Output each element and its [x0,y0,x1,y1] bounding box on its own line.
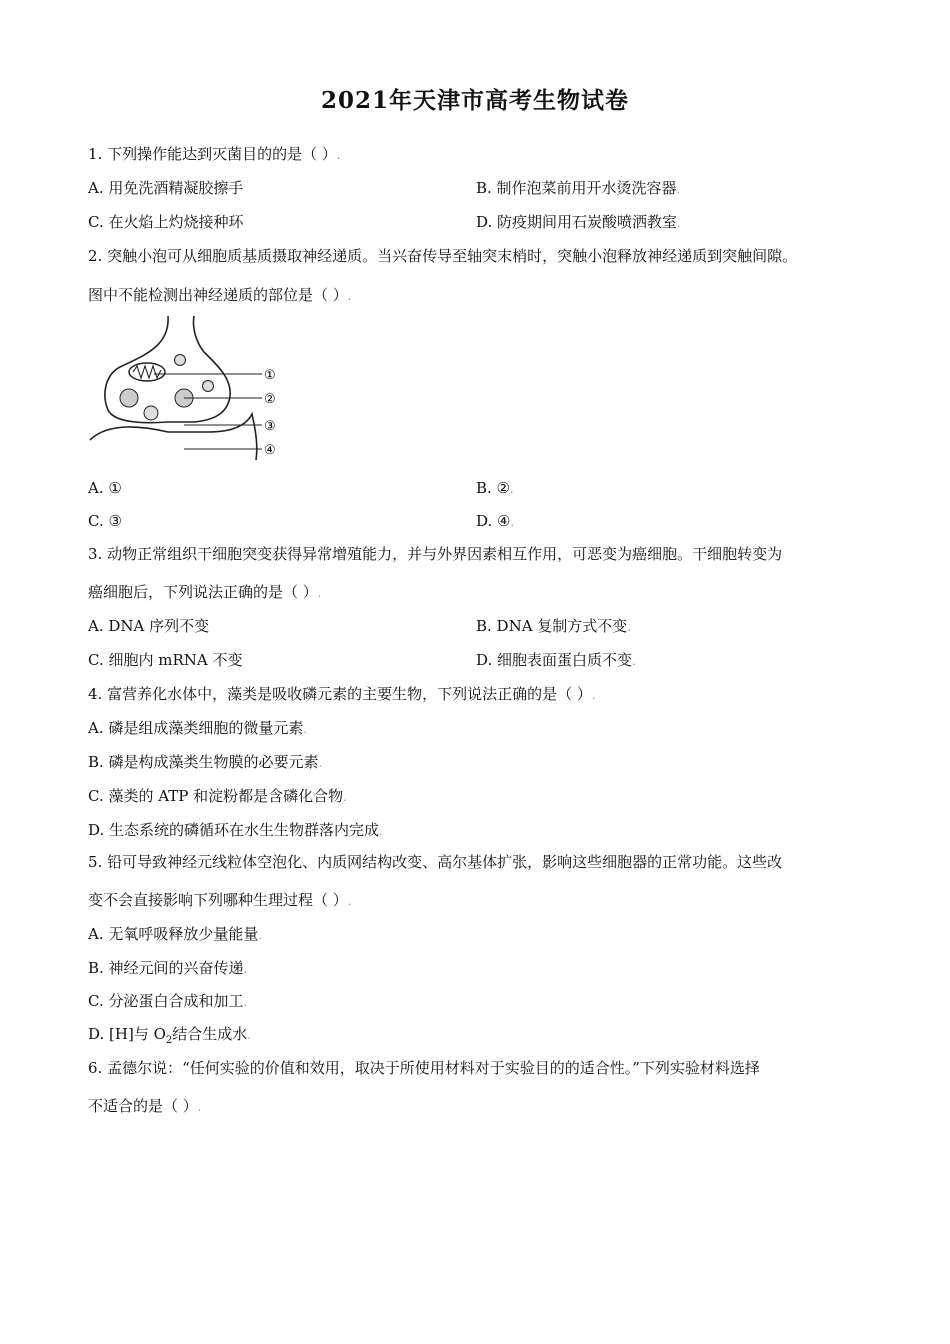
q5-stem-line2: 变不会直接影响下列哪种生理过程（ ）. [88,891,352,909]
q3-stem-line1: 3. 动物正常组织干细胞突变获得异常增殖能力，并与外界因素相互作用，可恶变为癌细胞。干细胞转变为 [88,545,783,563]
q5-option-a: A. 无氧呼吸释放少量能量. [88,925,262,943]
q1-option-a: A. 用免洗酒精凝胶擦手 [88,179,244,197]
q1-option-d: D. 防疫期间用石炭酸喷洒教室. [476,213,681,231]
q3-stem-line2: 癌细胞后，下列说法正确的是（ ）. [88,583,322,601]
diagram-label-3: ③ [264,419,276,434]
q4-option-b: B. 磷是构成藻类生物膜的必要元素. [88,753,323,771]
q2-stem-line2: 图中不能检测出神经递质的部位是（ ）. [88,286,352,304]
q2-option-a: A. ① [88,479,122,497]
q3-option-b: B. DNA 复制方式不变. [476,617,631,635]
vesicle-releasing [144,406,158,420]
diagram-label-4: ④ [264,443,276,458]
q2-option-b: B. ②. [476,479,514,497]
q4-option-d: D. 生态系统的磷循环在水生生物群落内完成. [88,821,383,839]
q4-stem: 4. 富营养化水体中，藻类是吸收磷元素的主要生物，下列说法正确的是（ ）. [88,685,596,703]
q2-option-c: C. ③ [88,512,122,530]
vesicle [175,355,186,366]
synapse-diagram [88,314,298,460]
q4-option-a: A. 磷是组成藻类细胞的微量元素. [88,719,307,737]
q5-option-b: B. 神经元间的兴奋传递. [88,959,248,977]
presynaptic-membrane [105,316,230,423]
q3-option-c: C. 细胞内 mRNA 不变 [88,651,243,669]
q5-option-d: D. [H]与 $O_2$结合生成水. [88,1025,251,1046]
q5-option-c: C. 分泌蛋白合成和加工. [88,992,247,1010]
vesicle [203,381,214,392]
q3-option-a: A. DNA 序列不变 [88,617,210,635]
mitochondrion-cristae [133,366,161,378]
page-title: 2021年天津市高考生物试卷 [320,87,629,114]
vesicle [120,389,138,407]
diagram-label-1: ① [264,368,276,383]
q2-stem-line1: 2. 突触小泡可从细胞质基质摄取神经递质。当兴奋传导至轴突末梢时，突触小泡释放神经递质到突触间隙。 [88,247,798,265]
synapse-diagram-svg [88,314,298,460]
q4-option-c: C. 藻类的 ATP 和淀粉都是含磷化合物. [88,787,347,805]
postsynaptic-membrane [90,414,257,460]
q1-option-b: B. 制作泡菜前用开水烫洗容器. [476,179,681,197]
q1-option-c: C. 在火焰上灼烧接种环 [88,213,244,231]
q1-stem: 1. 下列操作能达到灭菌目的的是（ ）. [88,145,341,163]
q6-stem-line2: 不适合的是（ ）. [88,1097,202,1115]
q2-option-d: D. ④. [476,512,514,530]
diagram-label-2: ② [264,392,276,407]
q5-stem-line1: 5. 铅可导致神经元线粒体空泡化、内质网结构改变、高尔基体扩张，影响这些细胞器的正常功能。这些改 [88,853,783,871]
q6-stem-line1: 6. 孟德尔说：“任何实验的价值和效用，取决于所使用材料对于实验目的的适合性。”下列实验材料选择 [88,1059,760,1077]
q3-option-d: D. 细胞表面蛋白质不变. [476,651,636,669]
